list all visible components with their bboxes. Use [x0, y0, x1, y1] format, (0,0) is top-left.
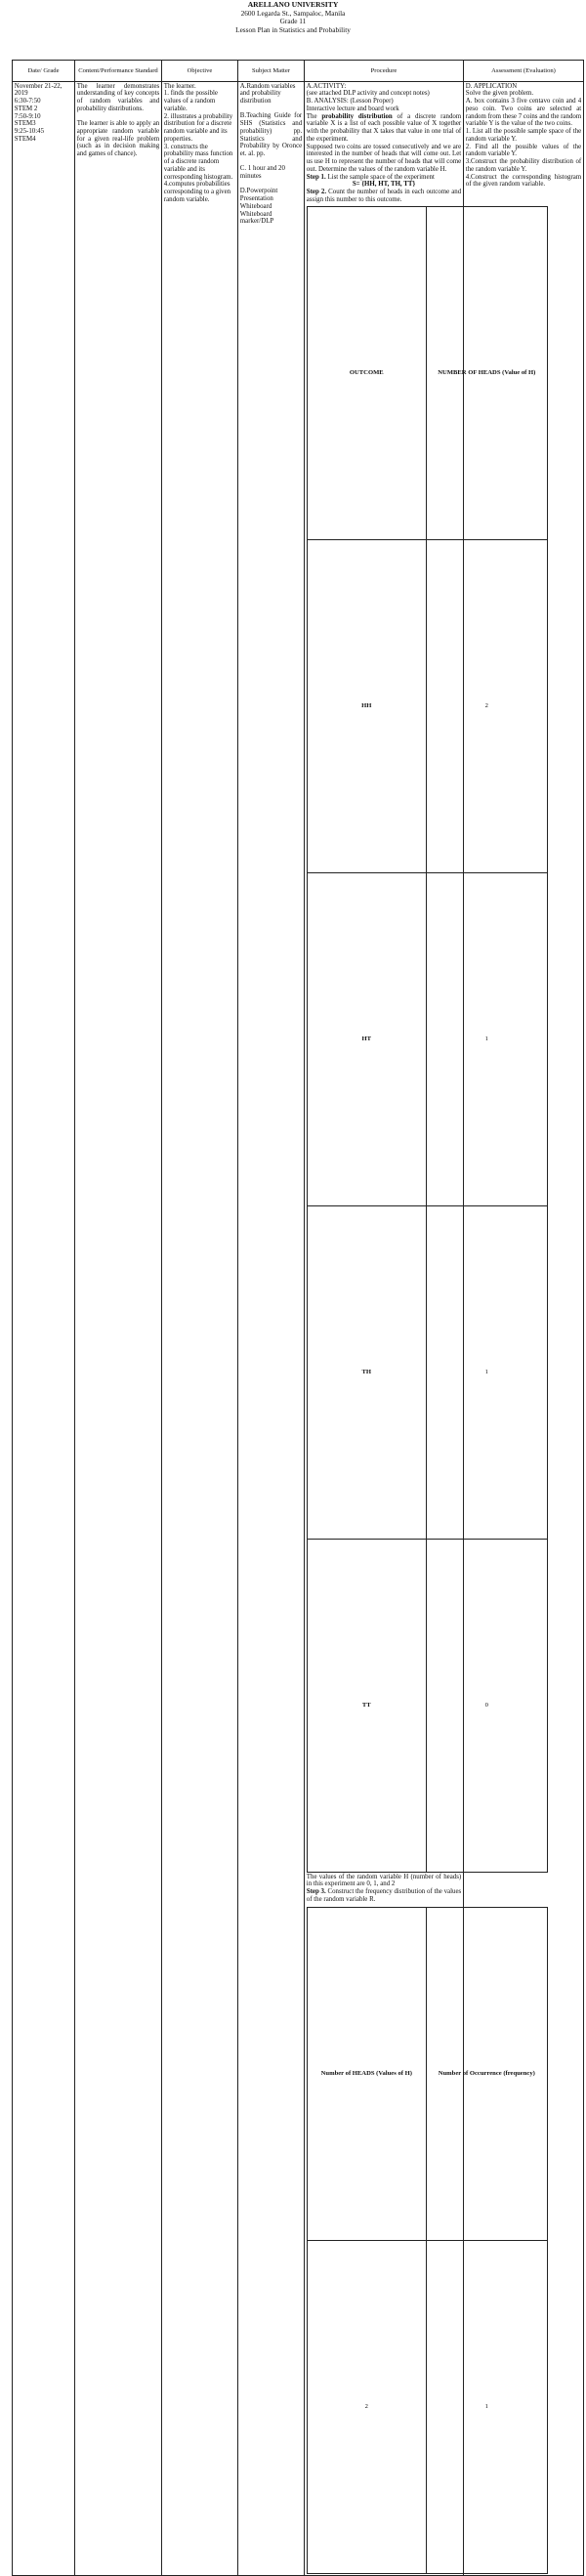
assessment-question-2: 2. Find all the possible values of the random variable Y.	[465, 143, 582, 158]
col-header-content: Content/Performance Standard	[75, 61, 162, 82]
section-3: STEM4	[14, 135, 36, 143]
outcome-header: OUTCOME	[307, 206, 426, 539]
assessment-instruction: Solve the given problem.	[465, 90, 534, 98]
col-header-assessment: Assessment (Evaluation)	[464, 61, 584, 82]
lesson-plan-table	[12, 60, 584, 2576]
subject-matter-cell	[238, 82, 305, 2576]
section-2: STEM3	[14, 120, 36, 128]
subject-references: B.Teaching Guide for SHS (Statistics and probability) pp. Statistics and Probability by Oronce et. al. pp.	[239, 112, 303, 157]
schedule-1: 6:30-7:50	[14, 98, 41, 105]
subject-topic: A.Random variables and probability distribution	[239, 82, 296, 105]
table-body-row	[13, 82, 584, 2576]
procedure-step-2: Step 2. Count the number of heads in each outcome and assign this number to this outcome.	[306, 189, 462, 203]
university-name: ARELLANO UNIVERSITY	[247, 0, 339, 9]
table-row: TH 1	[307, 1205, 547, 1539]
assessment-title: D. APPLICATION	[465, 82, 518, 90]
col-header-procedure: Procedure	[305, 61, 464, 82]
procedure-definition: The probability distribution of a discrete random variable X is a list of each possible value of X together with the probability that X takes that value in one trial of the experiment.	[306, 112, 462, 143]
assessment-question-4: 4.Construct the corresponding histogram of the given random variable.	[465, 173, 582, 189]
col-header-date: Date/ Grade	[13, 61, 75, 82]
procedure-step-1: Step 1. List the sample space of the experiment	[306, 173, 435, 181]
date-grade-cell	[13, 82, 75, 2576]
table-row: 2 1	[307, 2240, 547, 2573]
assessment-question-1: 1. List all the possible sample space of the random variable Y.	[465, 128, 582, 143]
objective-intro: The learner.	[163, 82, 196, 90]
table-header-row	[13, 61, 584, 82]
objective-cell	[162, 82, 238, 2576]
performance-standard-text: The learner is able to apply an appropriate random variable for a given real-life problem (such as in decision making and games of chance).	[76, 120, 160, 157]
col-header-subject: Subject Matter	[238, 61, 305, 82]
lesson-dates: November 21-22, 2019	[14, 82, 63, 98]
heads-header: NUMBER OF HEADS (Value of H)	[426, 206, 547, 539]
assessment-cell	[464, 82, 584, 2576]
procedure-suppose: Supposed two coins are tossed consecutively and we are interested in the number of heads that will come out. Let us use H to represent the number of heads that will come out. Determine the values of the random variable H.	[306, 143, 462, 173]
document-header	[0, 1, 586, 34]
subject-materials: D.Powerpoint Presentation Whiteboard Whiteboard marker/DLP	[239, 188, 278, 226]
objective-4: 4.computes probabilities corresponding to a given random variable.	[163, 181, 231, 203]
content-standard-cell	[75, 82, 162, 2576]
col-header-objective: Objective	[162, 61, 238, 82]
heads-values-header: Number of HEADS (Values of H)	[307, 1907, 426, 2240]
content-standard-text: The learner demonstrates understanding of key concepts of random variables and probability distributions.	[76, 82, 160, 112]
objective-1: 1. finds the possible values of a random variable.	[163, 90, 218, 112]
frequency-header: Number of Occurrence (frequency)	[426, 1907, 547, 2240]
section-1: STEM 2	[14, 105, 38, 112]
assessment-problem: A. box contains 3 five centavo coin and 4 peso coin. Two coins are selected at random from these 7 coins and the random variable Y is the value of the two coins.	[465, 98, 582, 128]
procedure-interactive: Interactive lecture and board work	[306, 105, 399, 112]
objective-3: 3. constructs the probability mass function of a discrete random variable and its corresponding histogram.	[163, 143, 233, 181]
table-row: TT 0	[307, 1539, 547, 1872]
objective-2: 2. illustrates a probability distribution for a discrete random variable and its properties.	[163, 112, 233, 143]
values-note: The values of the random variable H (number of heads) in this experiment are 0, 1, and 2	[306, 1873, 462, 1888]
subject-duration: C. 1 hour and 20 minutes	[239, 165, 285, 180]
grade-level: Grade 11	[279, 17, 307, 26]
schedule-3: 9:25-10:45	[14, 128, 45, 135]
procedure-activity: A.ACTIVITY:	[306, 82, 347, 90]
table-row: HH 2	[307, 539, 547, 872]
procedure-analysis: B. ANALYSIS: (Lesson Proper)	[306, 98, 394, 105]
lesson-plan-title: Lesson Plan in Statistics and Probability	[235, 24, 351, 34]
sample-space: S= {HH, HT, TH, TT}	[352, 181, 416, 189]
schedule-2: 7:50-9:10	[14, 112, 41, 120]
table-row: HT 1	[307, 872, 547, 1205]
assessment-question-3: 3.Construct the probability distribution of the random variable Y.	[465, 158, 582, 173]
procedure-activity-note: (see attached DLP activity and concept notes)	[306, 90, 430, 98]
procedure-step-3: Step 3. Construct the frequency distribution of the values of the random variable R.	[306, 1888, 462, 1903]
university-address: 2600 Legarda St., Sampaloc, Manila	[240, 8, 346, 18]
